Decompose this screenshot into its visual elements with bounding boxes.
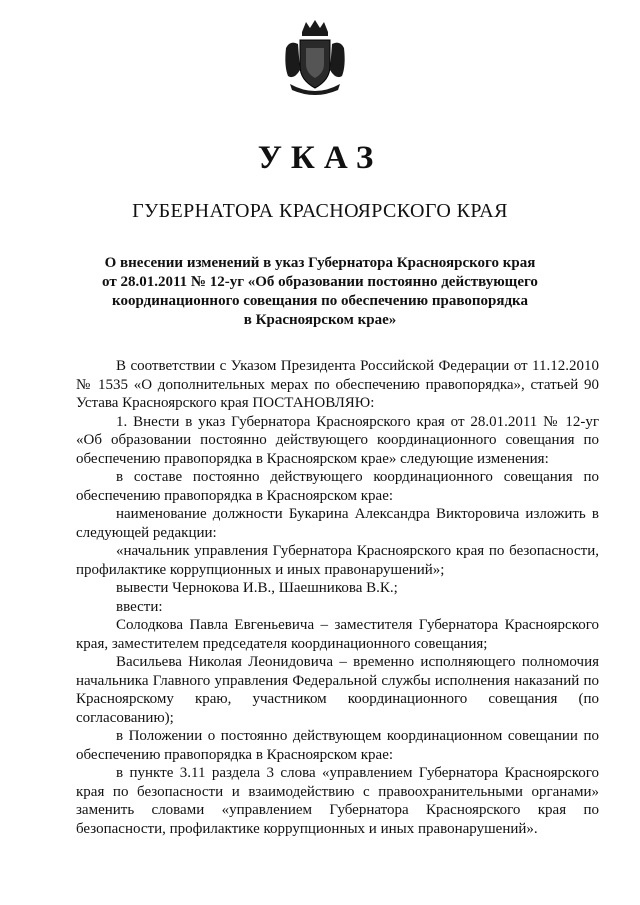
paragraph: в Положении о постоянно действующем координационном совещании по обеспечению правопорядка в Красноярском крае:	[76, 728, 599, 763]
paragraph: Васильева Николая Леонидовича – временно исполняющего полномочия начальника Главного управления Федеральной службы исполнения наказаний по Красноярскому краю, участником координационного совещания (по согласованию);	[76, 654, 599, 726]
decree-heading	[90, 254, 550, 330]
paragraph: наименование должности Букарина Александра Викторовича изложить в следующей редакции:	[76, 506, 599, 541]
paragraph: В соответствии с Указом Президента Российской Федерации от 11.12.2010 № 1535 «О дополнительных мерах по обеспечению правопорядка», статьей 90 Устава Красноярского края ПОСТАНОВЛЯЮ:	[76, 358, 599, 411]
heading-line: координационного совещания по обеспечению правопорядка	[112, 293, 528, 309]
heading-line: О внесении изменений в указ Губернатора Красноярского края	[104, 255, 536, 271]
paragraph: в пункте 3.11 раздела 3 слова «управлением Губернатора Красноярского края по безопасности и взаимодействию с правоохранительными органами» заменить словами «управлением Губернатора Красноярского края по безопасности, профилактике коррупционных и иных правонарушений».	[76, 765, 599, 837]
paragraph: вывести Чернокова И.В., Шаешникова В.К.;	[116, 580, 398, 596]
document-title: УКАЗ	[257, 140, 383, 176]
paragraph: в составе постоянно действующего координационного совещания по обеспечению правопорядка в Красноярском крае:	[76, 469, 599, 504]
heading-line: от 28.01.2011 № 12-уг «Об образовании постоянно действующего	[102, 274, 538, 290]
paragraph: Солодкова Павла Евгеньевича – заместителя Губернатора Красноярского края, заместителем председателя координационного совещания;	[76, 617, 599, 652]
paragraph: 1. Внести в указ Губернатора Красноярского края от 28.01.2011 № 12-уг «Об образовании постоянно действующего координационного совещания по обеспечению правопорядка в Красноярском крае» следующие изменения:	[76, 413, 599, 467]
coat-of-arms-icon	[280, 18, 350, 98]
paragraph: «начальник управления Губернатора Красноярского края по безопасности, профилактике коррупционных и иных правонарушений»;	[76, 543, 599, 578]
paragraph: ввести:	[116, 598, 163, 615]
heading-line: в Красноярском крае»	[243, 312, 397, 328]
decree-body	[76, 357, 599, 838]
document-subtitle: ГУБЕРНАТОРА КРАСНОЯРСКОГО КРАЯ	[132, 200, 508, 222]
